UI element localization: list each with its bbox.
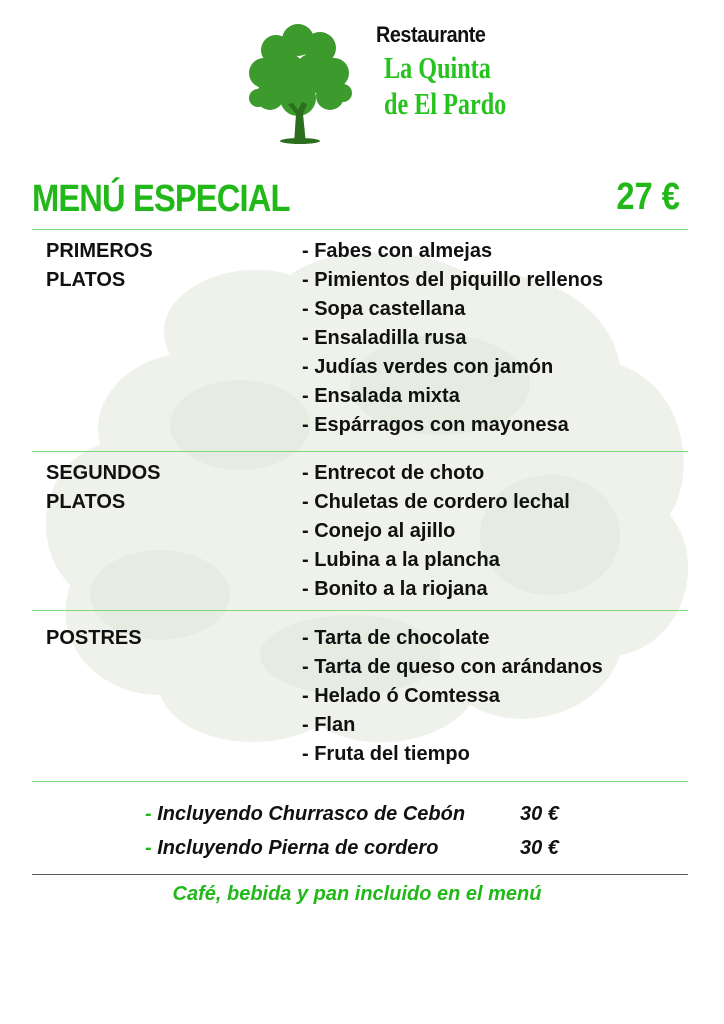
dish-item: - Espárragos con mayonesa [302, 414, 569, 436]
extra-text: Incluyendo Churrasco de Cebón [157, 803, 466, 825]
tree-icon [246, 18, 354, 144]
dish-item: - Tarta de chocolate [302, 627, 490, 649]
divider [32, 781, 688, 782]
dish-item: - Chuletas de cordero lechal [302, 491, 570, 513]
extra-price: 30 € [520, 803, 559, 825]
divider [32, 229, 688, 230]
dish-item: - Bonito a la riojana [302, 578, 488, 600]
dish-item: - Ensalada mixta [302, 385, 460, 407]
dish-list [302, 237, 603, 440]
extra-dash: - [145, 837, 152, 859]
dish-item: - Sopa castellana [302, 298, 466, 320]
dish-item: - Ensaladilla rusa [302, 327, 467, 349]
extra-dash: - [145, 803, 152, 825]
menu-price: 27 € [616, 176, 680, 218]
dish-item: - Fruta del tiempo [302, 743, 470, 765]
brand-line-name: La Quinta [384, 50, 491, 85]
brand-line-restaurante: Restaurante [376, 22, 486, 47]
brand-line-location: de El Pardo [384, 86, 507, 121]
dish-item: - Pimientos del piquillo rellenos [302, 269, 604, 291]
divider [32, 451, 688, 452]
section-label: SEGUNDOS PLATOS [46, 462, 161, 513]
extra-text: Incluyendo Pierna de cordero [157, 837, 439, 859]
menu-title: MENÚ ESPECIAL [32, 178, 290, 220]
restaurant-brand [376, 22, 541, 122]
extra-price: 30 € [520, 837, 559, 859]
section-label: POSTRES [46, 627, 142, 649]
dish-item: - Flan [302, 714, 356, 736]
section-label: PRIMEROS PLATOS [46, 240, 153, 291]
footer-note: Café, bebida y pan incluido en el menú [172, 883, 542, 905]
dish-list [302, 459, 570, 604]
divider [32, 610, 688, 611]
extra-option [145, 797, 559, 831]
dish-item: - Entrecot de choto [302, 462, 485, 484]
dish-item: - Conejo al ajillo [302, 520, 456, 542]
dish-item: - Lubina a la plancha [302, 549, 500, 571]
dish-item: - Tarta de queso con arándanos [302, 656, 603, 678]
extra-option [145, 831, 559, 865]
divider [32, 874, 688, 875]
dish-item: - Judías verdes con jamón [302, 356, 554, 378]
dish-item: - Helado ó Comtessa [302, 685, 500, 707]
dish-item: - Fabes con almejas [302, 240, 493, 262]
extras-list [145, 797, 559, 865]
dish-list [302, 624, 603, 769]
